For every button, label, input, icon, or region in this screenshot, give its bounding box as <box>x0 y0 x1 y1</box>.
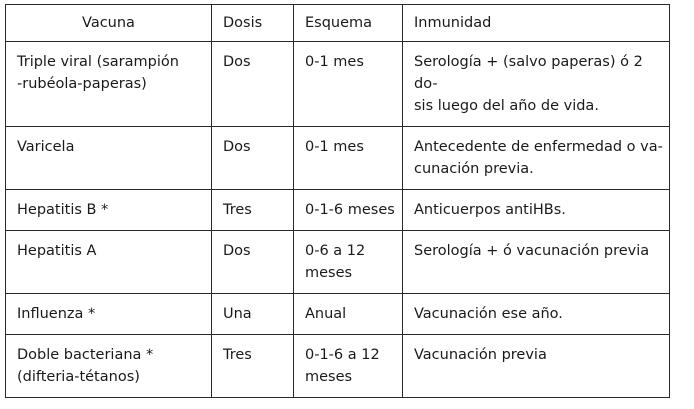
cell-line: Serología + ó vacunación previa <box>414 243 650 259</box>
table-row <box>6 42 670 127</box>
cell-line: Vacunación previa <box>414 347 547 363</box>
table-row <box>6 294 670 335</box>
cell-esquema <box>294 127 403 190</box>
cell-line: 0-1-6 a 12 <box>305 347 380 363</box>
table-row <box>6 190 670 231</box>
cell-dosis: Tres <box>212 335 294 398</box>
cell-line: Vacunación ese año. <box>414 306 563 322</box>
cell-line: meses <box>305 265 353 281</box>
cell-vacuna <box>6 190 212 231</box>
cell-line: 0-1 mes <box>305 54 364 70</box>
table-header-row <box>6 5 670 42</box>
table-row <box>6 231 670 294</box>
cell-vacuna <box>6 231 212 294</box>
cell-esquema <box>294 335 403 398</box>
cell-line: Hepatitis B * <box>17 202 109 218</box>
cell-dosis: Una <box>212 294 294 335</box>
vaccine-table <box>5 4 670 398</box>
cell-vacuna <box>6 335 212 398</box>
cell-line: 0-1 mes <box>305 139 364 155</box>
header-esquema: Esquema <box>294 5 403 42</box>
cell-line: Doble bacteriana * <box>17 347 154 363</box>
cell-dosis: Dos <box>212 127 294 190</box>
cell-inmunidad <box>403 231 670 294</box>
cell-line: Serología + (salvo paperas) ó 2 do- <box>414 54 643 92</box>
cell-dosis: Tres <box>212 190 294 231</box>
cell-inmunidad <box>403 190 670 231</box>
cell-inmunidad <box>403 335 670 398</box>
table-row <box>6 127 670 190</box>
cell-esquema <box>294 294 403 335</box>
cell-esquema <box>294 42 403 127</box>
cell-vacuna <box>6 42 212 127</box>
cell-line: 0-6 a 12 <box>305 243 366 259</box>
cell-line: Anticuerpos antiHBs. <box>414 202 566 218</box>
cell-line: Hepatitis A <box>17 243 97 259</box>
cell-inmunidad <box>403 42 670 127</box>
cell-dosis: Dos <box>212 42 294 127</box>
cell-dosis: Dos <box>212 231 294 294</box>
header-dosis: Dosis <box>212 5 294 42</box>
cell-line: cunación previa. <box>414 161 534 177</box>
cell-vacuna <box>6 294 212 335</box>
cell-esquema <box>294 190 403 231</box>
cell-line: Influenza * <box>17 306 96 322</box>
cell-line: Anual <box>305 306 347 322</box>
table-row <box>6 335 670 398</box>
cell-line: meses <box>305 369 353 385</box>
cell-line: Triple viral (sarampión <box>17 54 179 70</box>
cell-line: Varicela <box>17 139 75 155</box>
cell-line: -rubéola-paperas) <box>17 76 147 92</box>
cell-line: (difteria-tétanos) <box>17 369 140 385</box>
header-inmunidad: Inmunidad <box>403 5 670 42</box>
cell-line: 0-1-6 meses <box>305 202 395 218</box>
cell-line: Antecedente de enfermedad o va- <box>414 139 663 155</box>
cell-line: sis luego del año de vida. <box>414 98 599 114</box>
cell-esquema <box>294 231 403 294</box>
cell-vacuna <box>6 127 212 190</box>
header-vacuna: Vacuna <box>6 5 212 42</box>
cell-inmunidad <box>403 127 670 190</box>
cell-inmunidad <box>403 294 670 335</box>
